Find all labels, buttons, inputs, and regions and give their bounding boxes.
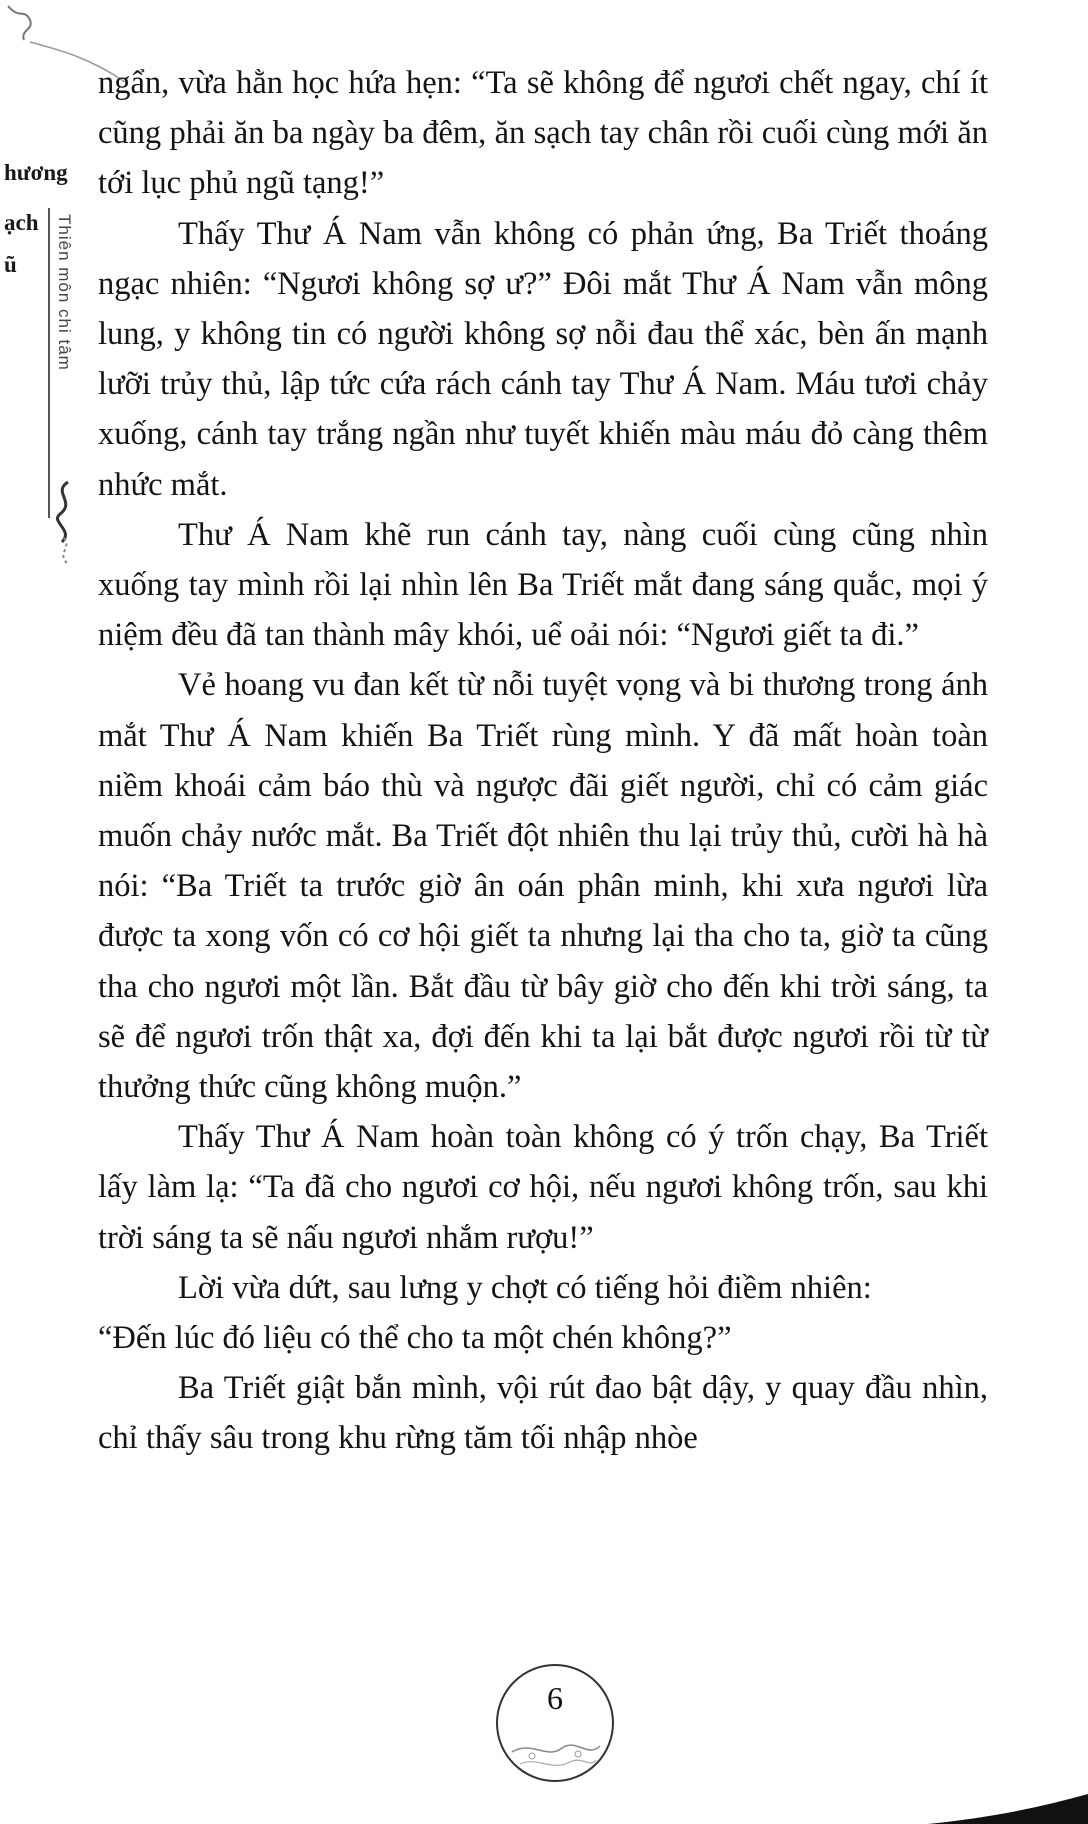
page-edge-shadow xyxy=(928,1784,1088,1824)
paragraph-3: Thư Á Nam khẽ run cánh tay, nàng cuối cùng cũng nhìn xuống tay mình rồi lại nhìn lên Ba Triết mắt đang sáng quắc, mọi ý niệm đều đã tan thành mây khói, uể oải nói: “Ngươi giết ta đi.” xyxy=(98,516,988,654)
body-text xyxy=(98,58,988,1464)
page-number: 6 xyxy=(547,1680,563,1716)
margin-word-3: ũ xyxy=(4,252,17,277)
running-header-vertical: Thiên môn chi tâm xyxy=(55,214,74,371)
paragraph-8: Ba Triết giật bắn mình, vội rút đao bật dậy, y quay đầu nhìn, chỉ thấy sâu trong khu rừng tăm tối nhập nhòe xyxy=(98,1370,988,1457)
margin-rule xyxy=(48,208,50,518)
page-number-circle-ornament xyxy=(492,1660,618,1786)
margin-word-1: hương xyxy=(4,160,68,185)
margin-swirl-icon xyxy=(46,478,86,568)
paragraph-1: ngẩn, vừa hằn học hứa hẹn: “Ta sẽ không để ngươi chết ngay, chí ít cũng phải ăn ba ngày ba đêm, ăn sạch tay chân rồi cuối cùng mới ăn tới lục phủ ngũ tạng!” xyxy=(98,65,988,202)
paragraph-2: Thấy Thư Á Nam vẫn không có phản ứng, Ba Triết thoáng ngạc nhiên: “Ngươi không sợ ư?” Đôi mắt Thư Á Nam vẫn mông lung, y không tin có người không sợ nỗi đau thể xác, bèn ấn mạnh lưỡi trủy thủ, lập tức cứa rách cánh tay Thư Á Nam. Máu tươi chảy xuống, cánh tay trắng ngần như tuyết khiến màu máu đỏ càng thêm nhức mắt. xyxy=(98,215,988,503)
paragraph-5: Thấy Thư Á Nam hoàn toàn không có ý trốn chạy, Ba Triết lấy làm lạ: “Ta đã cho ngươi cơ hội, nếu ngươi không trốn, sau khi trời sáng ta sẽ nấu ngươi nhắm rượu!” xyxy=(98,1119,988,1256)
paragraph-4: Vẻ hoang vu đan kết từ nỗi tuyệt vọng và bi thương trong ánh mắt Thư Á Nam khiến Ba Triết rùng mình. Y đã mất hoàn toàn niềm khoái cảm báo thù và ngược đãi giết người, chỉ có cảm giác muốn chảy nước mắt. Ba Triết đột nhiên thu lại trủy thủ, cười hà hà nói: “Ba Triết ta trước giờ ân oán phân minh, khi xưa ngươi lừa được ta xong vốn có cơ hội giết ta nhưng lại tha cho ta, giờ ta cũng tha cho ngươi một lần. Bắt đầu từ bây giờ cho đến khi trời sáng, ta sẽ để ngươi trốn thật xa, đợi đến khi ta lại bắt được ngươi rồi từ từ thưởng thức cũng không muộn.” xyxy=(98,667,988,1106)
paragraph-6: Lời vừa dứt, sau lưng y chợt có tiếng hỏi điềm nhiên: xyxy=(178,1269,872,1306)
page-number-badge xyxy=(492,1660,618,1786)
margin-word-2: ạch xyxy=(4,210,39,235)
paragraph-7: “Đến lúc đó liệu có thể cho ta một chén không?” xyxy=(98,1320,732,1357)
